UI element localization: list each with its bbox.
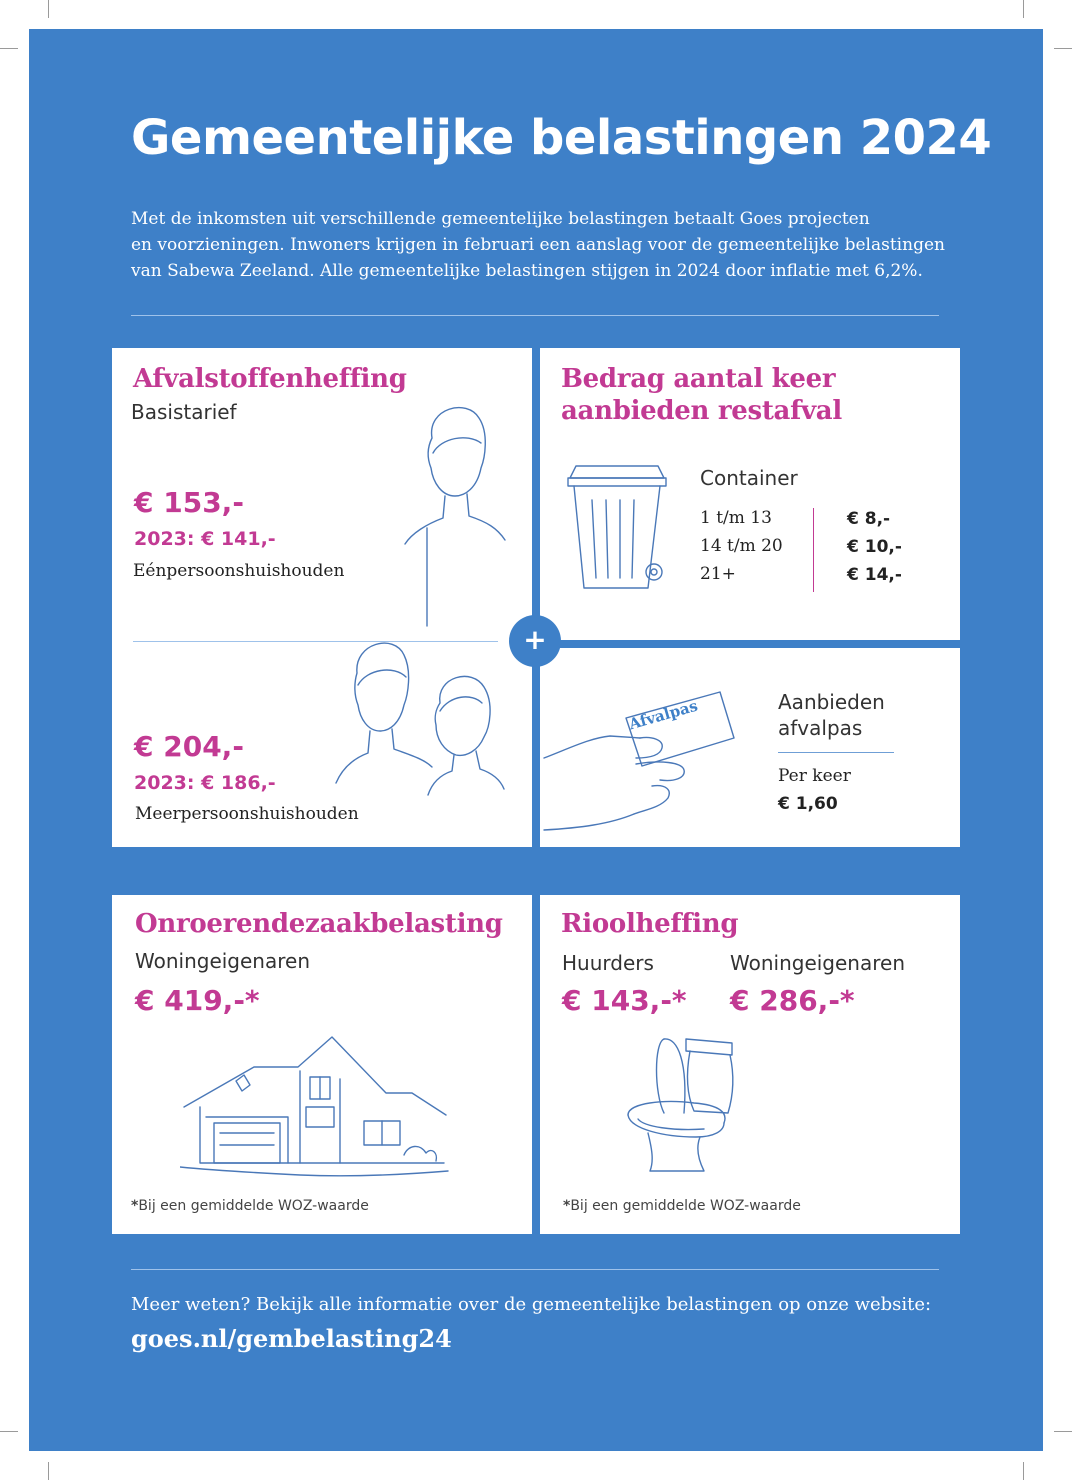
eigenaren-label: Woningeigenaren — [730, 951, 905, 975]
ozb-footnote-star: * — [131, 1198, 139, 1214]
crop-mark — [1023, 1462, 1024, 1480]
panel-afvalstoffenheffing — [112, 348, 532, 847]
afvalpas-divider — [778, 752, 894, 753]
tier-range: 14 t/m 20 — [700, 536, 783, 556]
divider-bottom — [131, 1269, 939, 1270]
ozb-price: € 419,-* — [135, 984, 260, 1017]
per-keer-label: Per keer — [778, 766, 851, 786]
afvalpas-label-line2: afvalpas — [778, 716, 863, 740]
eigenaren-price: € 286,-* — [730, 984, 855, 1017]
huurders-label: Huurders — [562, 951, 654, 975]
container-illustration — [564, 460, 674, 595]
multi-prev-price: 2023: € 186,- — [134, 772, 276, 794]
single-label: Eénpersoonshuishouden — [133, 561, 345, 581]
panel-restafval — [540, 348, 960, 640]
intro-text — [131, 206, 951, 284]
single-price: € 153,- — [134, 486, 244, 519]
afvalpas-label-line1: Aanbieden — [778, 690, 885, 714]
footer-website-link[interactable]: goes.nl/gembelasting24 — [131, 1324, 452, 1353]
crop-mark — [48, 1462, 49, 1480]
panel-afvalpas — [540, 648, 960, 847]
single-prev-price: 2023: € 141,- — [134, 528, 276, 550]
tier-amount: € 14,- — [847, 565, 902, 585]
intro-line: Met de inkomsten uit verschillende gemeentelijke belastingen betaalt Goes projecten — [131, 209, 870, 229]
panel-rioolheffing — [540, 895, 960, 1234]
multi-price: € 204,- — [134, 730, 244, 763]
ozb-title: Onroerendezaakbelasting — [135, 909, 503, 939]
ozb-footnote-text: Bij een gemiddelde WOZ-waarde — [138, 1198, 369, 1214]
tier-separator — [813, 508, 814, 592]
crop-mark — [1023, 0, 1024, 18]
tier-range: 1 t/m 13 — [700, 508, 772, 528]
riool-footnote-text: Bij een gemiddelde WOZ-waarde — [570, 1198, 801, 1214]
huurders-price: € 143,-* — [562, 984, 687, 1017]
crop-mark — [0, 1431, 18, 1432]
ozb-subtitle: Woningeigenaren — [135, 949, 310, 973]
house-illustration — [180, 1035, 450, 1180]
afvalpas-amount: € 1,60 — [778, 794, 838, 814]
riool-title: Rioolheffing — [561, 909, 739, 939]
riool-footnote — [563, 1198, 801, 1214]
intro-line: van Sabewa Zeeland. Alle gemeentelijke belastingen stijgen in 2024 door inflatie met 6,2%. — [131, 261, 923, 281]
restafval-title-line1: Bedrag aantal keer — [561, 364, 836, 394]
crop-mark — [0, 48, 18, 49]
single-person-illustration — [397, 398, 517, 628]
restafval-title-line2: aanbieden restafval — [561, 396, 842, 426]
crop-mark — [48, 0, 49, 18]
panel-ozb — [112, 895, 532, 1234]
plus-badge: + — [509, 615, 561, 667]
divider-top — [131, 315, 939, 316]
crop-mark — [1054, 1431, 1072, 1432]
tier-amount: € 8,- — [847, 509, 891, 529]
hand-card-illustration — [540, 678, 740, 838]
ozb-footnote — [131, 1198, 369, 1214]
multi-label: Meerpersoonshuishouden — [135, 804, 359, 824]
intro-line: en voorzieningen. Inwoners krijgen in februari een aanslag voor de gemeentelijke belastingen — [131, 235, 945, 255]
tier-amount: € 10,- — [847, 537, 902, 557]
afval-title: Afvalstoffenheffing — [133, 364, 407, 394]
toilet-illustration — [624, 1033, 739, 1178]
footer-text: Meer weten? Bekijk alle informatie over de gemeentelijke belastingen op onze website: — [131, 1294, 932, 1315]
riool-footnote-star: * — [563, 1198, 571, 1214]
page-title: Gemeentelijke belastingen 2024 — [131, 110, 992, 166]
tier-range: 21+ — [700, 564, 736, 584]
afvalpas-card-text: Afvalpas — [626, 696, 700, 734]
container-label: Container — [700, 466, 798, 490]
crop-mark — [1054, 48, 1072, 49]
two-people-illustration — [332, 633, 512, 843]
afval-subtitle: Basistarief — [131, 400, 237, 424]
